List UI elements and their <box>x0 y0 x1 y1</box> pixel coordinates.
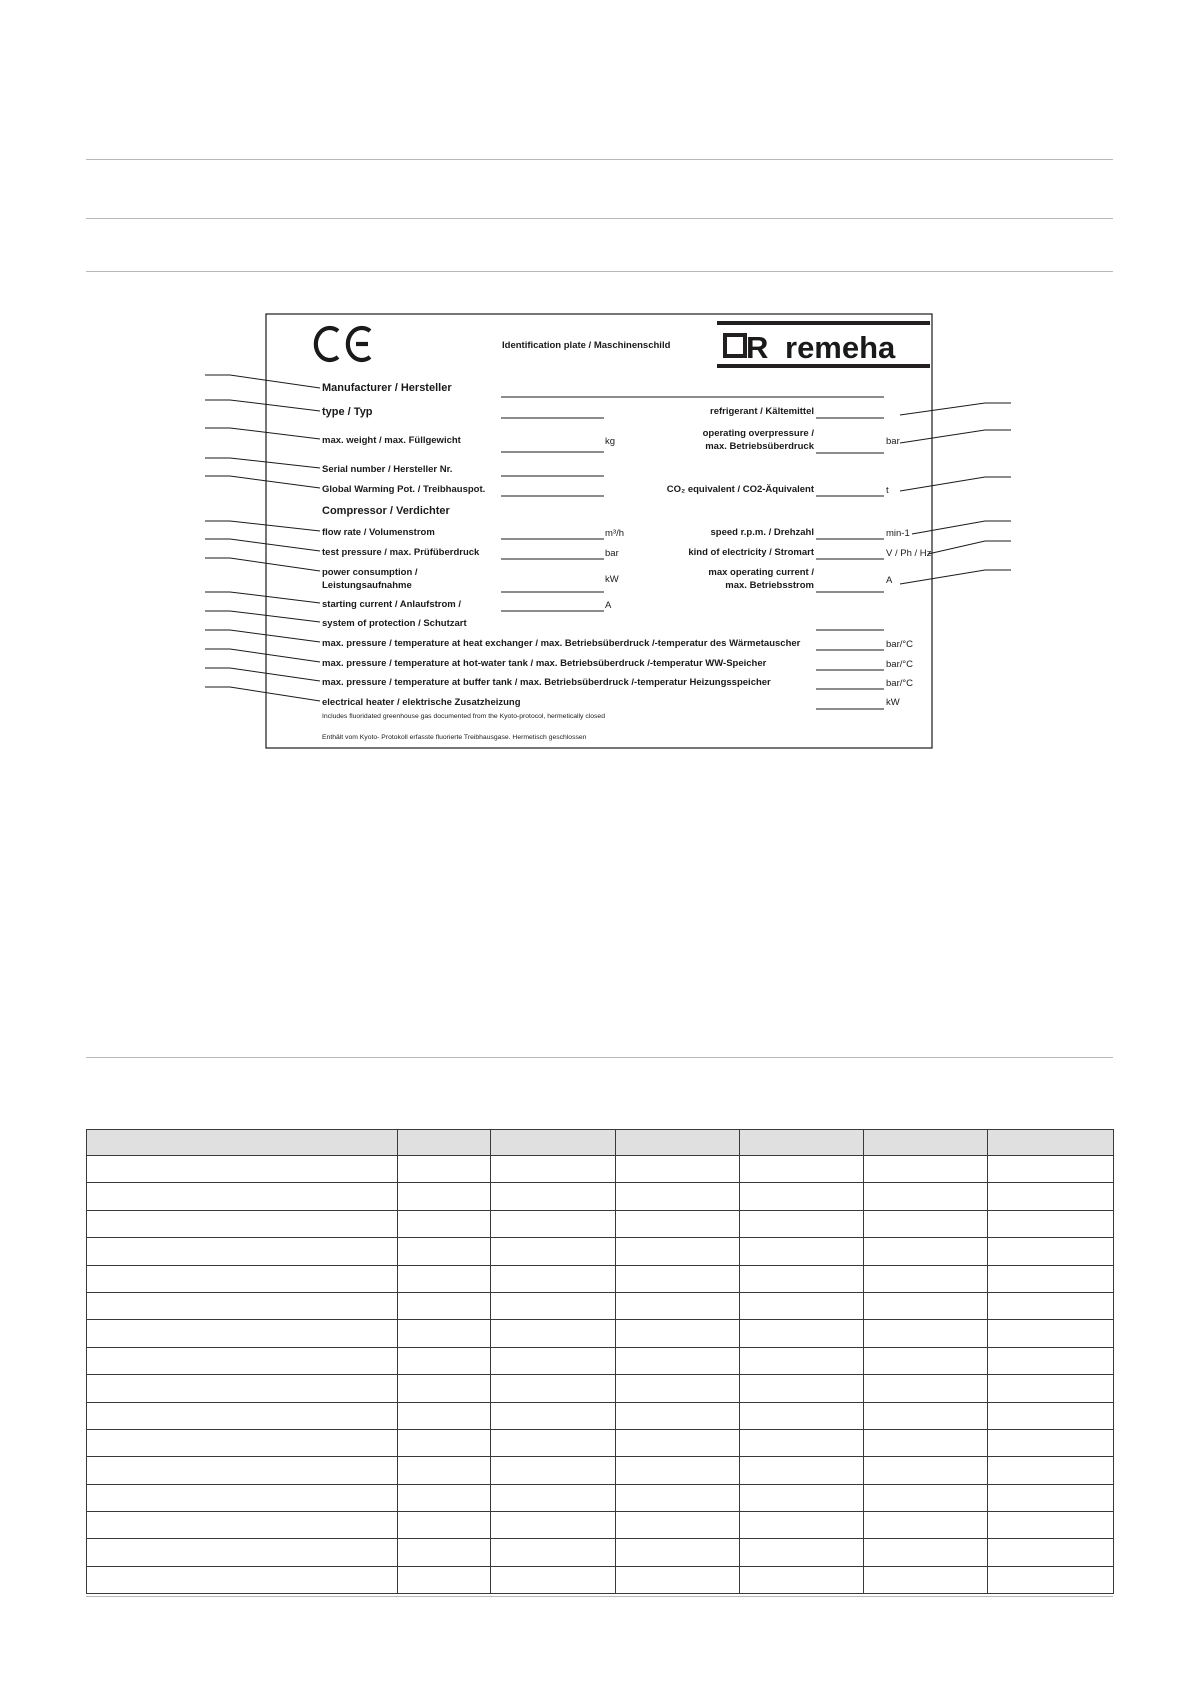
unit-bar-overpressure: bar <box>886 436 900 447</box>
table-cell <box>616 1539 740 1566</box>
table-cell <box>398 1292 491 1319</box>
label-co2-equivalent: CO₂ equivalent / CO2-Äquivalent <box>666 484 814 495</box>
unit-kw-heater: kW <box>886 697 900 708</box>
table-cell <box>87 1320 398 1347</box>
label-kind-of-electricity: kind of electricity / Stromart <box>688 547 814 558</box>
unit-kw-power: kW <box>605 574 619 585</box>
table-row <box>87 1402 1114 1429</box>
table-cell <box>988 1429 1114 1456</box>
leader-lines-left <box>205 375 320 701</box>
label-flow-rate: flow rate / Volumenstrom <box>322 527 435 538</box>
table-cell <box>864 1512 988 1539</box>
table-cell <box>864 1292 988 1319</box>
table-cell <box>740 1457 864 1484</box>
table-row <box>87 1265 1114 1292</box>
leader-line <box>205 521 320 531</box>
table-cell <box>398 1512 491 1539</box>
rule-4 <box>86 1057 1113 1058</box>
leader-line <box>205 630 320 642</box>
leader-line <box>205 400 320 411</box>
table-cell <box>491 1484 616 1511</box>
table-cell <box>740 1539 864 1566</box>
table-row <box>87 1484 1114 1511</box>
table-header-cell <box>864 1130 988 1156</box>
leader-line <box>205 668 320 681</box>
table-cell <box>616 1566 740 1593</box>
table-cell <box>87 1347 398 1374</box>
table-cell <box>87 1539 398 1566</box>
label-operating-overpressure-1: operating overpressure / <box>702 428 814 439</box>
label-electrical-heater: electrical heater / elektrische Zusatzheizung <box>322 697 521 708</box>
unit-bar-c-buffer-tank: bar/°C <box>886 678 914 689</box>
table-cell <box>740 1156 864 1183</box>
table-header-cell <box>616 1130 740 1156</box>
table-cell <box>87 1238 398 1265</box>
table-cell <box>988 1347 1114 1374</box>
table-cell <box>616 1292 740 1319</box>
table-cell <box>398 1265 491 1292</box>
table-cell <box>398 1347 491 1374</box>
table-cell <box>616 1375 740 1402</box>
table-cell <box>864 1238 988 1265</box>
table-cell <box>491 1347 616 1374</box>
unit-bar-test: bar <box>605 548 619 559</box>
table-cell <box>491 1156 616 1183</box>
table-row <box>87 1183 1114 1210</box>
table-cell <box>988 1238 1114 1265</box>
table-cell <box>616 1457 740 1484</box>
unit-kg: kg <box>605 436 616 447</box>
table-cell <box>491 1566 616 1593</box>
leader-line <box>900 403 1011 415</box>
table-cell <box>740 1210 864 1237</box>
plate-title: Identification plate / Maschinenschild <box>502 340 671 351</box>
label-max-weight: max. weight / max. Füllgewicht <box>322 435 461 446</box>
table-cell <box>864 1183 988 1210</box>
table-row <box>87 1539 1114 1566</box>
table-cell <box>491 1457 616 1484</box>
unit-a-starting: A <box>605 600 612 611</box>
table-cell <box>864 1402 988 1429</box>
table-row <box>87 1566 1114 1593</box>
label-gwp: Global Warming Pot. / Treibhauspot. <box>322 484 486 495</box>
specification-table <box>86 1129 1114 1594</box>
table-cell <box>491 1183 616 1210</box>
label-max-operating-current-1: max operating current / <box>708 567 814 578</box>
table-cell <box>398 1238 491 1265</box>
label-manufacturer: Manufacturer / Hersteller <box>322 382 452 394</box>
table-cell <box>398 1429 491 1456</box>
leader-line <box>928 541 1011 554</box>
table-cell <box>398 1183 491 1210</box>
logo-bar-top <box>717 321 930 325</box>
label-operating-overpressure-2: max. Betriebsüberdruck <box>705 441 814 452</box>
table-cell <box>616 1347 740 1374</box>
leader-line <box>205 476 320 488</box>
table-cell <box>616 1210 740 1237</box>
table-row <box>87 1512 1114 1539</box>
table-row <box>87 1457 1114 1484</box>
table-cell <box>988 1539 1114 1566</box>
label-refrigerant: refrigerant / Kältemittel <box>710 406 814 417</box>
table-row <box>87 1156 1114 1183</box>
table-cell <box>740 1292 864 1319</box>
table-cell <box>491 1320 616 1347</box>
table-cell <box>398 1320 491 1347</box>
remeha-logo <box>717 321 930 368</box>
table-row <box>87 1375 1114 1402</box>
label-type: type / Typ <box>322 406 373 418</box>
table-cell <box>864 1347 988 1374</box>
label-pressure-buffer-tank: max. pressure / temperature at buffer tank / max. Betriebsüberdruck /-temperatur Heizungsspeicher <box>322 677 771 688</box>
table-cell <box>616 1512 740 1539</box>
identification-plate-figure <box>0 0 1191 800</box>
table-cell <box>740 1347 864 1374</box>
table-cell <box>87 1375 398 1402</box>
brand-name: remeha <box>785 330 896 365</box>
table-cell <box>616 1265 740 1292</box>
table-cell <box>740 1183 864 1210</box>
rule-5 <box>86 1596 1113 1597</box>
table-cell <box>616 1429 740 1456</box>
table-row <box>87 1210 1114 1237</box>
unit-v-ph-hz: V / Ph / Hz <box>886 548 932 559</box>
unit-a-operating: A <box>886 575 893 586</box>
leader-line <box>205 611 320 622</box>
label-power-consumption-2: Leistungsaufnahme <box>322 580 412 591</box>
table-cell <box>740 1265 864 1292</box>
unit-m3h: m³/h <box>605 528 624 539</box>
table-cell <box>398 1210 491 1237</box>
table-cell <box>398 1457 491 1484</box>
unit-bar-c-heat-exchanger: bar/°C <box>886 639 914 650</box>
label-speed: speed r.p.m. / Drehzahl <box>710 527 814 538</box>
table-cell <box>864 1457 988 1484</box>
label-serial-number: Serial number / Hersteller Nr. <box>322 464 453 475</box>
table-cell <box>616 1238 740 1265</box>
leader-line <box>205 428 320 439</box>
label-starting-current: starting current / Anlaufstrom / <box>322 599 461 610</box>
table-cell <box>491 1402 616 1429</box>
table-cell <box>988 1265 1114 1292</box>
table-row <box>87 1347 1114 1374</box>
leader-line <box>205 375 320 388</box>
table-row <box>87 1292 1114 1319</box>
table-cell <box>988 1566 1114 1593</box>
table-cell <box>616 1320 740 1347</box>
table-cell <box>398 1539 491 1566</box>
leader-line <box>912 521 1011 534</box>
unit-bar-c-hot-water-tank: bar/°C <box>886 659 914 670</box>
table-cell <box>87 1512 398 1539</box>
table-cell <box>740 1238 864 1265</box>
table-cell <box>87 1457 398 1484</box>
table-cell <box>87 1183 398 1210</box>
table-cell <box>491 1375 616 1402</box>
table-cell <box>491 1238 616 1265</box>
leader-line <box>205 592 320 603</box>
table-cell <box>616 1402 740 1429</box>
unit-t: t <box>886 485 889 496</box>
table-cell <box>740 1320 864 1347</box>
table-cell <box>398 1402 491 1429</box>
table-header-cell <box>740 1130 864 1156</box>
table-cell <box>491 1265 616 1292</box>
table-cell <box>398 1484 491 1511</box>
table-cell <box>864 1484 988 1511</box>
table-cell <box>988 1292 1114 1319</box>
leader-line <box>205 558 320 571</box>
table-cell <box>988 1156 1114 1183</box>
compressor-heading: Compressor / Verdichter <box>322 505 450 517</box>
table-cell <box>988 1457 1114 1484</box>
leader-line <box>900 570 1011 584</box>
table-cell <box>87 1402 398 1429</box>
table-cell <box>740 1484 864 1511</box>
table-cell <box>864 1265 988 1292</box>
table-cell <box>616 1156 740 1183</box>
table-header-cell <box>988 1130 1114 1156</box>
table-cell <box>864 1429 988 1456</box>
table-cell <box>87 1292 398 1319</box>
note-german: Enthält vom Kyoto- Protokoll erfasste fluorierte Treibhausgase. Hermetisch geschlossen <box>322 734 587 741</box>
leader-line <box>205 539 320 551</box>
table-cell <box>864 1210 988 1237</box>
leader-line <box>205 687 320 701</box>
table-cell <box>740 1375 864 1402</box>
leader-line <box>205 649 320 662</box>
table-cell <box>740 1402 864 1429</box>
table-cell <box>988 1320 1114 1347</box>
table-cell <box>616 1484 740 1511</box>
table-cell <box>491 1210 616 1237</box>
table-cell <box>87 1156 398 1183</box>
table-cell <box>491 1512 616 1539</box>
label-system-of-protection: system of protection / Schutzart <box>322 618 467 629</box>
table-cell <box>87 1484 398 1511</box>
table-cell <box>864 1156 988 1183</box>
table-cell <box>864 1320 988 1347</box>
unit-min-1: min-1 <box>886 528 910 539</box>
table-cell <box>398 1375 491 1402</box>
table-cell <box>491 1292 616 1319</box>
table-row <box>87 1320 1114 1347</box>
table-cell <box>491 1429 616 1456</box>
table-cell <box>988 1210 1114 1237</box>
table-cell <box>988 1375 1114 1402</box>
ce-mark <box>316 328 370 360</box>
leader-line <box>205 458 320 468</box>
table-cell <box>87 1265 398 1292</box>
table-header-cell <box>491 1130 616 1156</box>
table-cell <box>740 1566 864 1593</box>
table-cell <box>398 1156 491 1183</box>
table-cell <box>864 1566 988 1593</box>
table-cell <box>740 1429 864 1456</box>
table-cell <box>87 1210 398 1237</box>
table-cell <box>87 1429 398 1456</box>
logo-symbol-icon <box>723 333 747 358</box>
label-max-operating-current-2: max. Betriebsstrom <box>725 580 814 591</box>
table-cell <box>988 1484 1114 1511</box>
label-pressure-hot-water-tank: max. pressure / temperature at hot-water tank / max. Betriebsüberdruck /-temperatur WW-Speicher <box>322 658 767 669</box>
table-cell <box>988 1183 1114 1210</box>
table-cell <box>988 1402 1114 1429</box>
leader-line <box>900 477 1011 491</box>
table-cell <box>398 1566 491 1593</box>
table-header-cell <box>398 1130 491 1156</box>
note-english: Includes fluoridated greenhouse gas documented from the Kyoto-protocol, hermetically closed <box>322 713 605 720</box>
leader-line <box>900 430 1011 443</box>
table-cell <box>988 1512 1114 1539</box>
table-cell <box>491 1539 616 1566</box>
logo-symbol-r: R <box>746 330 769 365</box>
label-test-pressure: test pressure / max. Prüfüberdruck <box>322 547 480 558</box>
table-header-row <box>87 1130 1114 1156</box>
table-cell <box>87 1566 398 1593</box>
table-row <box>87 1429 1114 1456</box>
table-row <box>87 1238 1114 1265</box>
table-header-cell <box>87 1130 398 1156</box>
table-cell <box>740 1512 864 1539</box>
label-power-consumption-1: power consumption / <box>322 567 418 578</box>
label-pressure-heat-exchanger: max. pressure / temperature at heat exchanger / max. Betriebsüberdruck /-temperatur des Wärmetauscher <box>322 638 801 649</box>
table-cell <box>616 1183 740 1210</box>
table-cell <box>864 1375 988 1402</box>
table-cell <box>864 1539 988 1566</box>
